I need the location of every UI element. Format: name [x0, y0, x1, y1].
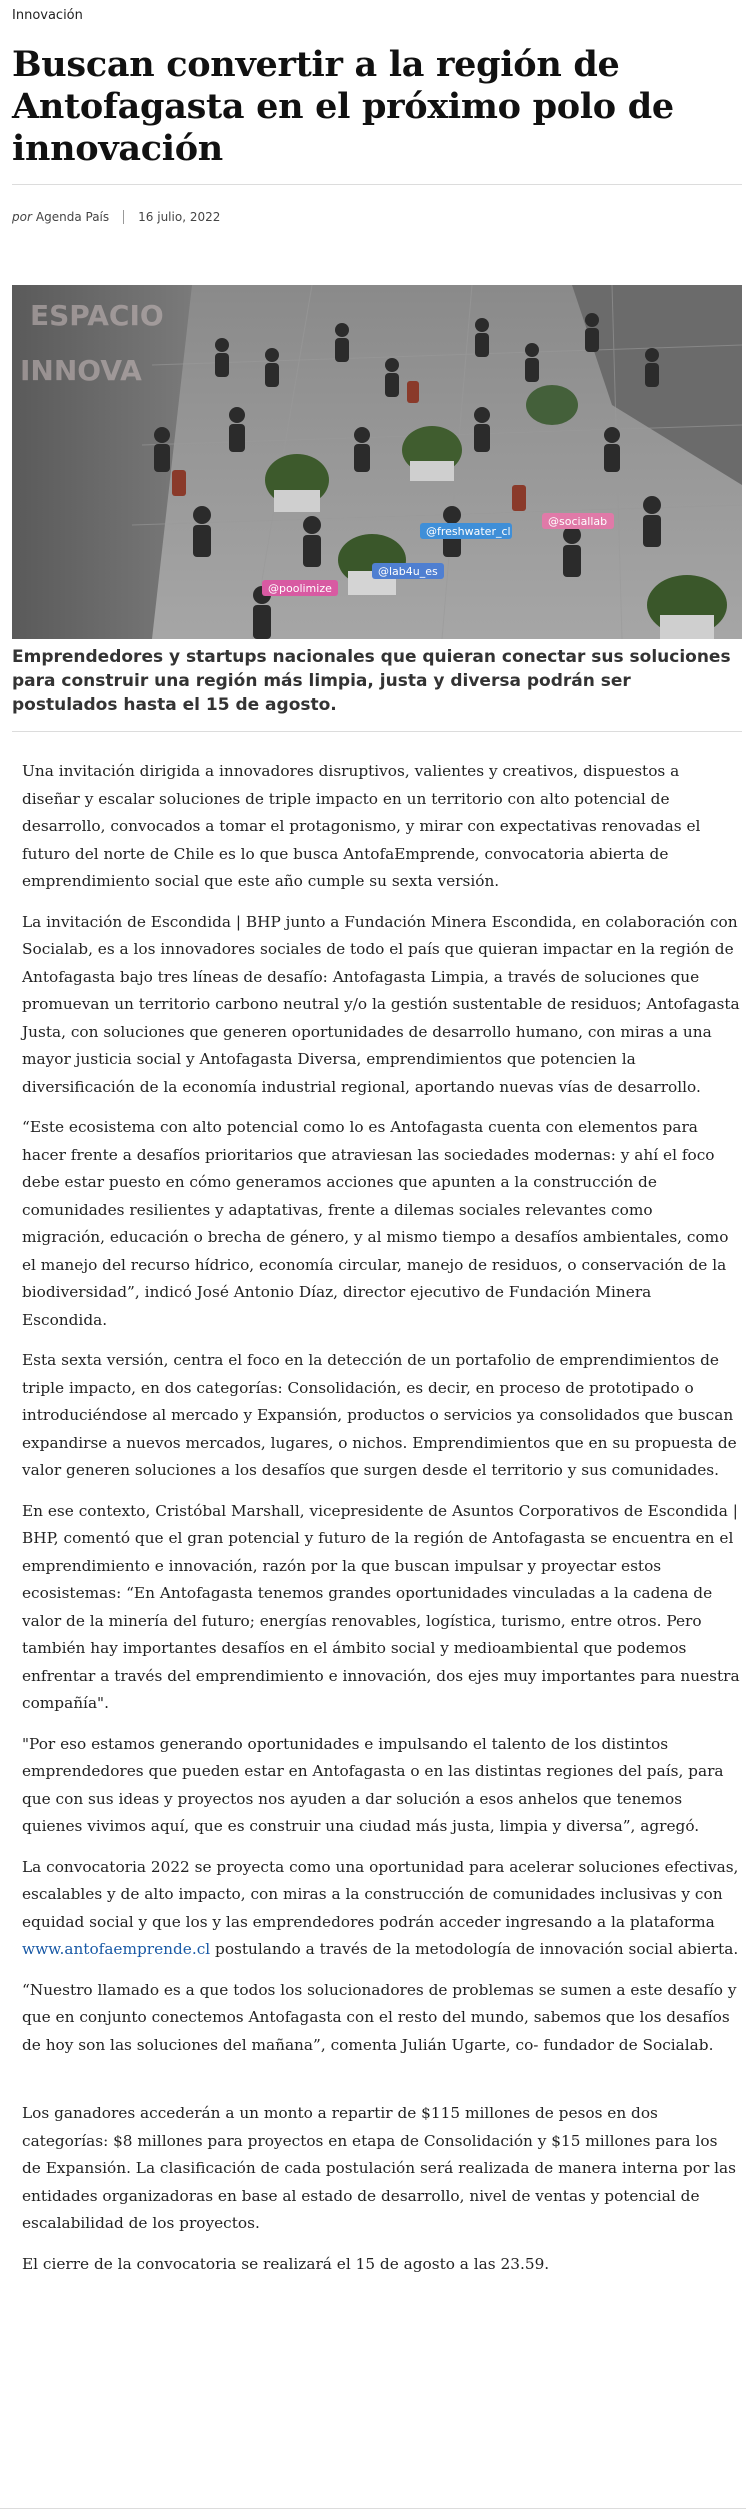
image-tag-lab4u: @lab4u_es [378, 565, 438, 578]
svg-text:ESPACIO: ESPACIO [30, 299, 164, 332]
antofaemprende-link[interactable]: www.antofaemprende.cl [22, 1940, 211, 1958]
link-paragraph-before: La convocatoria 2022 se proyecta como una oportunidad para acelerar soluciones efectivas, escalables y de alto impacto, con miras a la construcción de comunidades inclusivas y con equidad social y que los y las emprendedores podrán acceder ingresando a la plataforma [22, 1857, 739, 1931]
footer-divider [0, 2508, 746, 2509]
body-paragraph: Esta sexta versión, centra el foco en la detección de un portafolio de emprendimientos de triple impacto, en dos categorías: Consolidación, es decir, en proceso de prototipado o introduciéndose al mercado y Expansión, productos o servicios ya consolidados que buscan expandirse a nuevos mercados, lugares, o nichos. Emprendimientos que en su propuesta de valor generen soluciones a los desafíos que surgen desde el territorio y sus comunidades. [22, 1351, 737, 1479]
body-paragraph: En ese contexto, Cristóbal Marshall, vicepresidente de Asuntos Corporativos de Escondida | BHP, comentó que el gran potencial y futuro de la región de Antofagasta se encuentra en el emprendimiento e innovación, razón por la que buscan impulsar y proyectar estos ecosistemas: “En Antofagasta tenemos grandes oportunidades vinculadas a la cadena de valor de la minería del futuro; energías renovables, logística, turismo, entre otros. Pero también hay importantes desafíos en el ámbito social y medioambiental que podemos enfrentar a través del emprendimiento e innovación, dos ejes muy importantes para nuestra compañía". [22, 1501, 740, 1712]
article [12, 0, 742, 2291]
byline-prefix: por [12, 210, 32, 224]
author-link[interactable]: Agenda País [35, 210, 110, 224]
body-paragraph: Una invitación dirigida a innovadores disruptivos, valientes y creativos, dispuestos a diseñar y escalar soluciones de triple impacto en un territorio con alto potencial de desarrollo, convocados a tomar el protagonismo, y mirar con expectativas renovadas el futuro del norte de Chile es lo que busca AntofaEmprende, convocatoria abierta de emprendimiento social que este año cumple su sexta versión. [22, 762, 701, 890]
article-meta [12, 207, 742, 227]
body-paragraph: El cierre de la convocatoria se realizará el 15 de agosto a las 23.59. [22, 2254, 550, 2273]
body-paragraph: “Nuestro llamado es a que todos los solucionadores de problemas se sumen a este desafío y que en conjunto conectemos Antofagasta con el resto del mundo, sabemos que los desafíos de hoy son las soluciones del mañana”, comenta Julián Ugarte, co- fundador de Socialab. [22, 1980, 737, 2054]
hero-image [12, 285, 742, 639]
link-paragraph-after: postulando a través de la metodología de innovación social abierta. [210, 1940, 739, 1958]
group-photo [12, 285, 742, 639]
publish-date: 16 julio, 2022 [138, 210, 221, 224]
caption-divider [12, 731, 742, 732]
image-tag-freshwater: @freshwater_cl [426, 525, 511, 538]
image-caption: Emprendedores y startups nacionales que quieran conectar sus soluciones para construir una región más limpia, justa y diversa podrán ser postulados hasta el 15 de agosto. [12, 647, 731, 715]
image-tag-poolimize: @poolimize [268, 582, 332, 595]
body-paragraph: “Este ecosistema con alto potencial como lo es Antofagasta cuenta con elementos para hacer frente a desafíos prioritarios que atraviesan las sociedades modernas: y ahí el foco debe estar puesto en cómo generamos acciones que apunten a la construcción de comunidades resilientes y adaptativas, frente a dilemas sociales relevantes como migración, educación o brecha de género, y al mismo tiempo a desafíos ambientales, como el manejo del recurso hídrico, economía circular, manejo de residuos, o conservación de la biodiversidad”, indicó José Antonio Díaz, director ejecutivo de Fundación Minera Escondida. [22, 1118, 729, 1329]
category-label[interactable]: Innovación [12, 8, 83, 23]
meta-separator [123, 210, 124, 224]
svg-text:INNOVA: INNOVA [20, 354, 142, 387]
body-paragraph-with-link [22, 1854, 740, 1964]
article-body [22, 758, 740, 2278]
body-paragraph: La invitación de Escondida | BHP junto a Fundación Minera Escondida, en colaboración con Socialab, es a los innovadores sociales de todo el país que quieran impactar en la región de Antofagasta bajo tres líneas de desafío: Antofagasta Limpia, a través de soluciones que promuevan un territorio carbono neutral y/o la gestión sustentable de residuos; Antofagasta Justa, con soluciones que generen oportunidades de desarrollo humano, con miras a una mayor justicia social y Antofagasta Diversa, emprendimientos que potencien la diversificación de la economía industrial regional, aportando nuevas vías de desarrollo. [22, 912, 740, 1096]
title-divider [12, 184, 742, 185]
image-tag-sociallab: @sociallab [548, 515, 608, 528]
paragraph-spacer [22, 2072, 740, 2100]
body-paragraph: Los ganadores accederán a un monto a repartir de $115 millones de pesos en dos categorías: $8 millones para proyectos en etapa de Consolidación y $15 millones para los de Expansión. La clasificación de cada postulación será realizada de manera interna por las entidades organizadoras en base al estado de desarrollo, nivel de ventas y potencial de escalabilidad de los proyectos. [22, 2104, 737, 2232]
body-paragraph: "Por eso estamos generando oportunidades e impulsando el talento de los distintos emprendedores que pueden estar en Antofagasta o en las distintas regiones del país, para que con sus ideas y proyectos nos ayuden a dar solución a esos anhelos que tenemos quienes vivimos aquí, que es construir una ciudad más justa, limpia y diversa”, agregó. [22, 1734, 724, 1835]
article-title: Buscan convertir a la región de Antofagasta en el próximo polo de innovación [12, 44, 674, 169]
